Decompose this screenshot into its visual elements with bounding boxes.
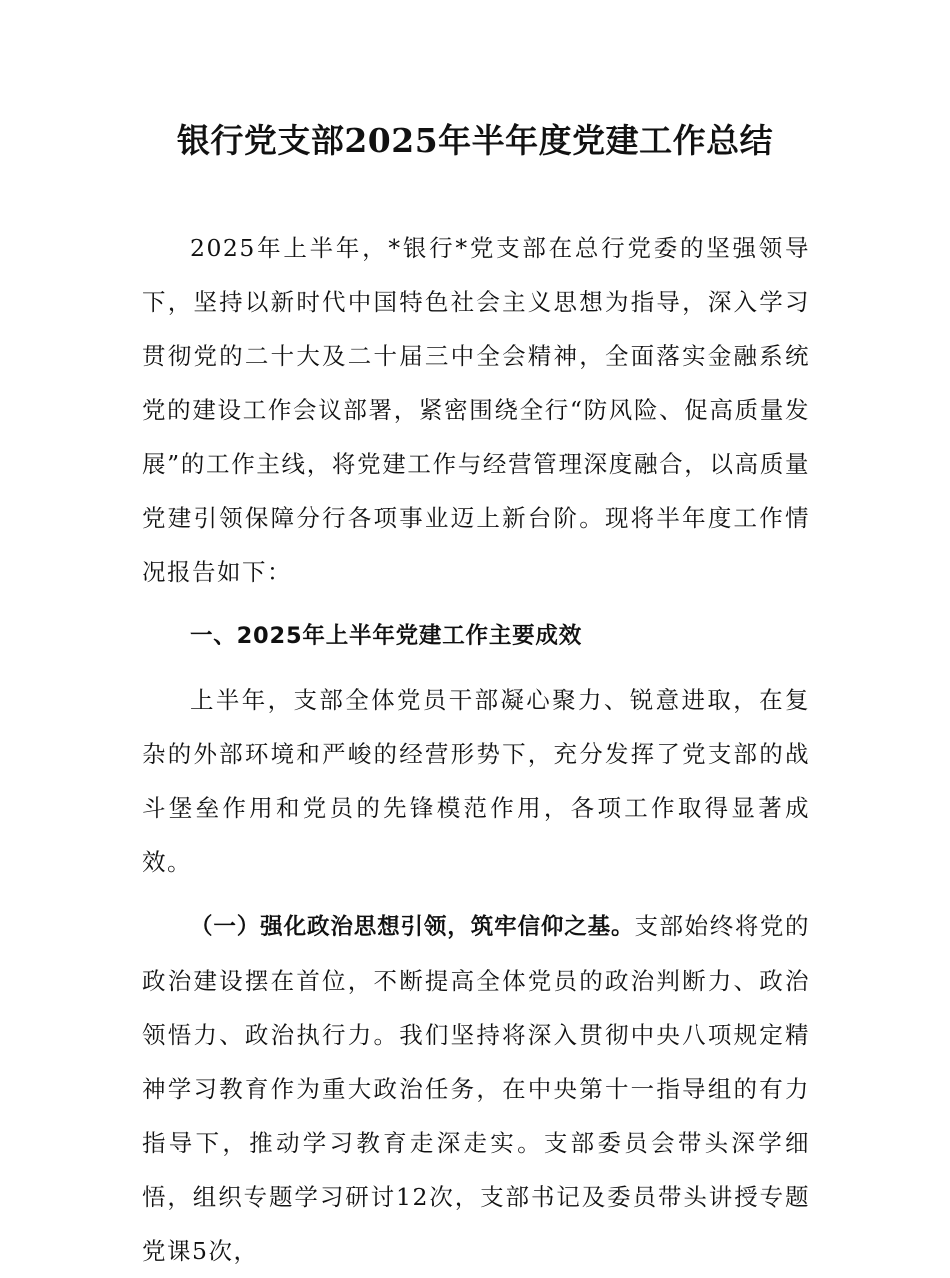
intro-paragraph: 2025年上半年，*银行*党支部在总行党委的坚强领导下，坚持以新时代中国特色社会主义思想为指导，深入学习贯彻党的二十大及二十届三中全会精神，全面落实金融系统党的建设工作会议部署，紧密围绕全行“防风险、促高质量发展”的工作主线，将党建工作与经营管理深度融合，以高质量党建引领保障分行各项事业迈上新台阶。现将半年度工作情况报告如下：: [142, 234, 810, 586]
section-intro-paragraph: 上半年，支部全体党员干部凝心聚力、锐意进取，在复杂的外部环境和严峻的经营形势下，充分发挥了党支部的战斗堡垒作用和党员的先锋模范作用，各项工作取得显著成效。: [142, 686, 810, 876]
document-body: [142, 221, 810, 1278]
spacer: [142, 663, 810, 673]
section-heading: 一、2025年上半年党建工作主要成效: [190, 623, 583, 649]
item-text: 支部始终将党的政治建设摆在首位，不断提高全体党员的政治判断力、政治领悟力、政治执行力。我们坚持将深入贯彻中央八项规定精神学习教育作为重大政治任务，在中央第十一指导组的有力指导下，推动学习教育走深走实。支部委员会带头深学细悟，组织专题学习研讨12次，支部书记及委员带头讲授专题党课5次，: [142, 912, 811, 1265]
item-lead: （一）强化政治思想引领，筑牢信仰之基。: [190, 914, 635, 940]
spacer: [142, 889, 810, 899]
spacer: [142, 599, 810, 609]
item-paragraph: [142, 899, 810, 1278]
document-title: 银行党支部2025年半年度党建工作总结: [176, 121, 774, 160]
